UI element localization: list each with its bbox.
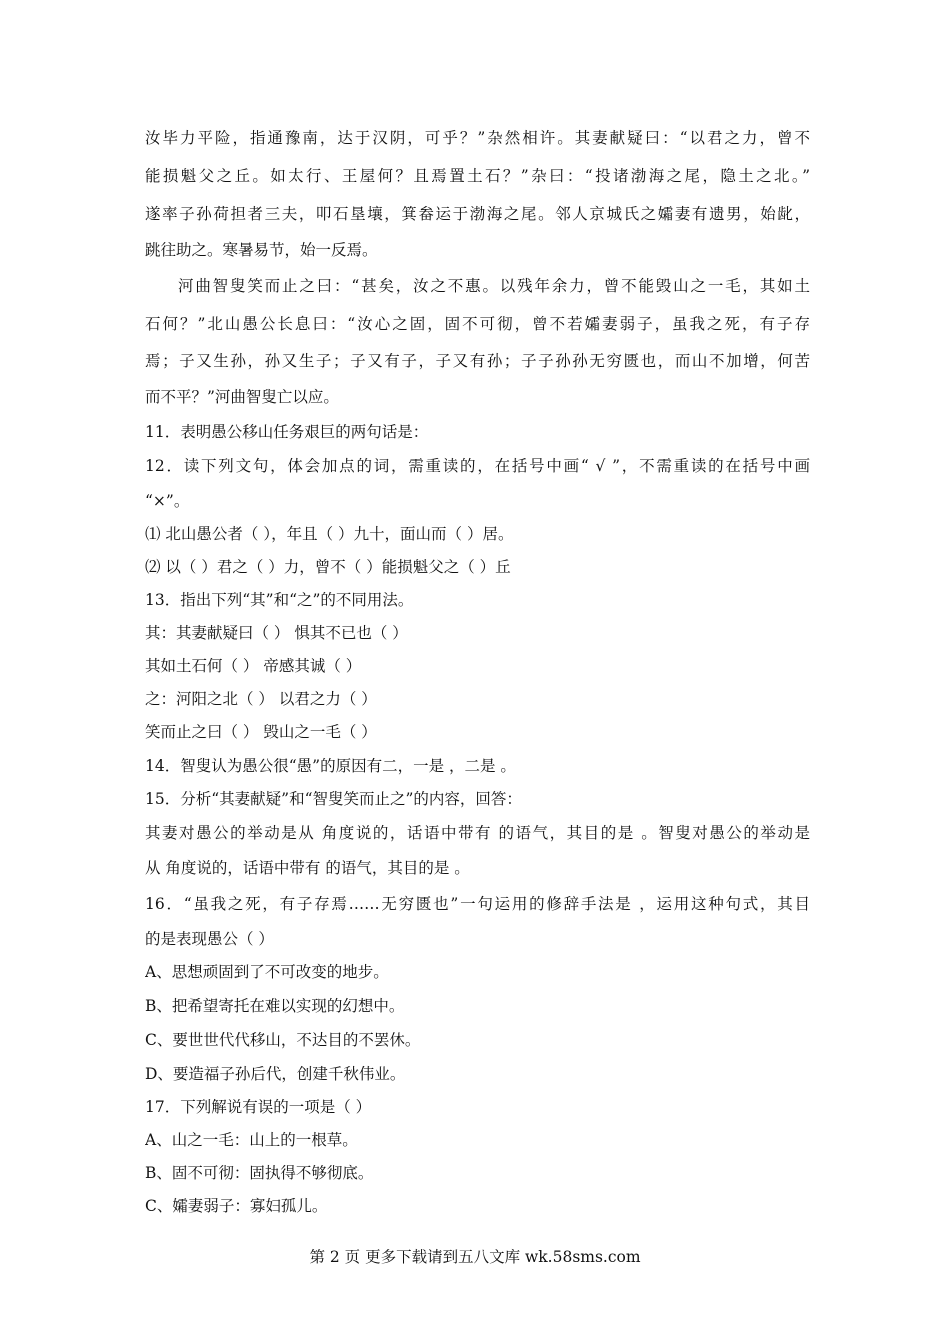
question-line: 从 角度说的，话语中带有 的语气，其目的是 。 xyxy=(145,859,470,877)
question-line: ⑴ 北山愚公者（ ），年且（ ）九十，面山而（ ）居。 xyxy=(145,525,514,543)
question-line: 其：其妻献疑曰（ ） 惧其不已也（ ） xyxy=(145,624,408,642)
question-line: “×”。 xyxy=(145,492,190,510)
option-line: D、要造福子孙后代，创建千秋伟业。 xyxy=(145,1065,406,1083)
passage-line: 石何？”北山愚公长息曰：“汝心之固，固不可彻，曾不若孀妻弱子，虽我之死，有子存 xyxy=(145,315,810,333)
option-line: B、固不可彻：固执得不够彻底。 xyxy=(145,1164,374,1182)
question-line: 16．“虽我之死，有子存焉……无穷匮也”一句运用的修辞手法是 ，运用这种句式，其目 xyxy=(145,895,810,913)
passage-line: 汝毕力平险，指通豫南，达于汉阴，可乎？”杂然相许。其妻献疑曰：“以君之力，曾不 xyxy=(145,129,810,147)
question-line: 笑而止之曰（ ） 毁山之一毛（ ） xyxy=(145,723,377,741)
question-line: 之：河阳之北（ ） 以君之力（ ） xyxy=(145,690,377,708)
question-line: 的是表现愚公（ ） xyxy=(145,930,274,948)
question-line: 11．表明愚公移山任务艰巨的两句话是： xyxy=(145,423,429,441)
option-line: B、把希望寄托在难以实现的幻想中。 xyxy=(145,997,405,1015)
passage-line: 河曲智叟笑而止之曰：“甚矣，汝之不惠。以残年余力，曾不能毁山之一毛，其如土 xyxy=(178,277,810,295)
question-line: 12．读下列文句，体会加点的词，需重读的，在括号中画“ √ ”，不需重读的在括号中画 xyxy=(145,457,810,475)
passage-line: 焉；子又生孙，孙又生子；子又有子，子又有孙；子子孙孙无穷匮也，而山不加增，何苦 xyxy=(145,352,810,370)
option-line: C、要世世代代移山，不达目的不罢休。 xyxy=(145,1031,421,1049)
question-line: 其妻对愚公的举动是从 角度说的，话语中带有 的语气，其目的是 。智叟对愚公的举动是 xyxy=(145,824,810,842)
question-line: 14．智叟认为愚公很“愚”的原因有二，一是 ，二是 。 xyxy=(145,757,516,775)
passage-line: 而不平？”河曲智叟亡以应。 xyxy=(145,388,339,406)
passage-line: 跳往助之。寒暑易节，始一反焉。 xyxy=(145,241,378,259)
passage-line: 遂率子孙荷担者三夫，叩石垦壤，箕畚运于渤海之尾。邻人京城氏之孀妻有遗男，始龀， xyxy=(145,205,810,223)
question-line: 其如土石何（ ） 帝感其诚（ ） xyxy=(145,657,362,675)
option-line: C、孀妻弱子：寡妇孤儿。 xyxy=(145,1197,328,1215)
question-line: 15．分析“其妻献疑”和“智叟笑而止之”的内容，回答： xyxy=(145,790,522,808)
page-footer: 第 2 页 更多下载请到五八文库 wk.58sms.com xyxy=(309,1248,641,1266)
option-line: A、思想顽固到了不可改变的地步。 xyxy=(145,963,389,981)
question-line: 17．下列解说有误的一项是（ ） xyxy=(145,1098,372,1116)
passage-line: 能损魁父之丘。如太行、王屋何？且焉置土石？”杂曰：“投诸渤海之尾，隐土之北。” xyxy=(145,167,810,185)
question-line: 13．指出下列“其”和“之”的不同用法。 xyxy=(145,591,414,609)
question-line: ⑵ 以（ ）君之（ ）力，曾不（ ）能损魁父之（ ）丘 xyxy=(145,558,511,576)
option-line: A、山之一毛：山上的一根草。 xyxy=(145,1131,358,1149)
